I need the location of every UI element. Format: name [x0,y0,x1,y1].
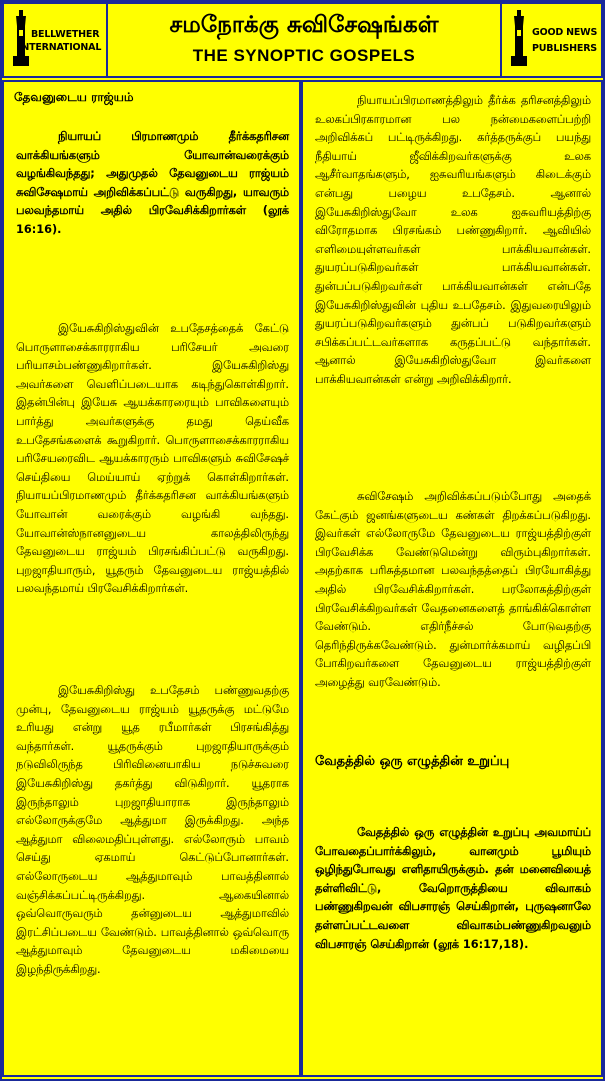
bell-tower-icon [12,10,30,66]
paragraph-text: சுவிசேஷம் அறிவிக்கப்படும்போது அதைக் கேட்கும் ஜனங்களுடைய கண்கள் திறக்கப்படுகிறது. இவர்கள் எல்லோருமே தேவனுடைய ராஜ்யத்திற்குள் பிரவேசிக்க வேண்டுமென்று விரும்புகிறார்கள். அதற்காக பரிசுத்தமான பலவந்தத்தைப் பிரயோகித்து அதில் பிரவேசிக்கிறார்கள். பரலோகத்திற்குள் பிரவேசிக்கிறவர்கள் வேதனைகளைத் தாங்கிக்கொள்ள வேண்டும். எதிர்நீச்சல் போடுவதற்கு தெரிந்திருக்கவேண்டும். துன்மார்க்கமாய் வழிதப்பி போகிறவர்களை தேவனுடைய ராஜ்யத்திற்குள் அழைத்து வரவேண்டும். [315,490,591,689]
left-column [2,80,301,1077]
paragraph [315,92,591,390]
right-column [301,80,603,1077]
section-heading: வேதத்தில் ஒரு எழுத்தின் உறுப்பு [315,754,510,769]
title-english: THE SYNOPTIC GOSPELS [192,46,416,65]
paragraph-text: இயேசுகிறிஸ்து உபதேசம் பண்ணுவதற்கு முன்பு, தேவனுடைய ராஜ்யம் யூதருக்கு மட்டுமே உரியது என்று யூத ரபீமார்கள் பிரசங்கித்து வந்தார்கள். யூதருக்கும் புறஜாதியாருக்கும் நடுவிலிருந்த பிரிவினையாகிய நடுச்சுவரை இயேசுகிறிஸ்து தகர்த்து விடுகிறார். யூதராக இருந்தாலும் புறஜாதியாராக இருந்தாலும் எல்லோருக்குமே ஆத்துமா இருக்கிறது. அந்த ஆத்துமா விலைமதிப்புள்ளது. எல்லோரும் பாவம் செய்து ஏகமாய் கெட்டுப்போனார்கள். எல்லோருடைய ஆத்துமாவும் பாவத்தினால் வஞ்சிக்கப்பட்டிருக்கிறது. ஆகையினால் ஒவ்வொருவரும் தன்னுடைய ஆத்துமாவில் இரட்சிப்படைய வேண்டும். பாவத்தினால் ஒவ்வொரு ஆத்துமாவும் தேவனுடைய மகிமையை இழந்திருக்கிறது. [16,684,289,976]
good-news-logo [500,2,603,78]
bellwether-logo [2,2,108,78]
logo-line2: PUBLISHERS [532,43,597,54]
quote-text: வேதத்தில் ஒரு எழுத்தின் உறுப்பு அவமாய்ப் போவதைப்பார்க்கிலும், வானமும் பூமியும் ஒழிந்துபோவது எளிதாயிருக்கும். தன் மனைவியைத் தள்ளிவிட்டு, வேறொருத்தியை விவாகம் பண்ணுகிறவன் விபசாரஞ் செய்கிறான், புருஷனாலே தள்ளப்பட்டவளை விவாகம்பண்ணுகிறவனும் விபசாரஞ் செய்கிறான் (லூக் 16:17,18). [315,826,591,951]
section-heading: தேவனுடைய ராஜ்யம் [14,90,134,104]
logo-line2: INTERNATIONAL [18,42,102,53]
bell-tower-icon [510,10,528,66]
title-box [106,2,502,78]
quote-text: நியாயப் பிரமாணமும் தீர்க்கதரிசன வாக்கியங்களும் யோவான்வரைக்கும் வழங்கிவந்தது; அதுமுதல் தேவனுடைய ராஜ்யம் சுவிசேஷமாய் அறிவிக்கப்பட்டு வருகிறது, யாவரும் பலவந்தமாய் அதில் பிரவேசிக்கிறார்கள் (லூக் 16:16). [16,130,289,236]
title-tamil: சமநோக்கு சுவிசேஷங்கள் [169,12,439,38]
scripture-quote [16,128,289,240]
scripture-quote [315,824,591,954]
paragraph-text: நியாயப்பிரமாணத்திலும் தீர்க்க தரிசனத்திலும் உலகப்பிரகாரமான பல நன்மைகளைப்பற்றி அறிவிக்கப் பட்டிருக்கிறது. கர்த்தருக்குப் பயந்து நீதியாய் ஜீவிக்கிறவர்களுக்கு உலக ஆசீர்வாதங்களும், ஐசுவரியங்களும் கிடைக்கும் என்பது பழைய உபதேசம். ஆனால் இயேசுகிறிஸ்துவோ உலக ஐசுவரியத்திற்கு விரோதமாக பிரசங்கம் பண்ணுகிறார். ஆவியில் எளிமையுள்ளவர்கள் பாக்கியவான்கள். துயரப்படுகிறவர்கள் பாக்கியவான்கள். துன்பப்படுகிறவர்கள் பாக்கியவான்கள் என்பதே இயேசுகிறிஸ்துவின் புதிய உபதேசம். இதுவரையிலும் துயரப்படுகிறவர்களும் துன்பப் படுகிறவர்களும் சபிக்கப்பட்டவர்களாக கருதப்பட்டு வந்தார்கள். ஆனால் இயேசுகிறிஸ்துவோ இவர்களை பாக்கியவான்கள் என்று அறிவிக்கிறார். [315,94,591,386]
paragraph [315,488,591,693]
logo-line1: BELLWETHER [31,29,100,40]
paragraph [16,320,289,599]
paragraph [16,682,289,980]
paragraph-text: இயேசுகிறிஸ்துவின் உபதேசத்தைக் கேட்டு பொருளாசைக்காரராகிய பரிசேயர் அவரை பரியாசம்பண்ணுகிறார்கள். இயேசுகிறிஸ்து அவர்களை வெளிப்படையாக கடிந்துகொள்கிறார். இதன்பின்பு இயேசு ஆயக்காரரையும் பாவிகளையும் பார்த்து அவர்களுக்கு தமது தெய்வீக உபதேசங்களைக் கூறுகிறார். பொருளாசைக்காரராகிய பரிசேயரைவிட ஆயக்காரரும் பாவிகளும் சுவிசேஷச் செய்தியை மெய்யாய் ஏற்றுக் கொள்கிறார்கள். நியாயப்பிரமாணமும் தீர்க்கதரிசன வாக்கியங்களும் யோவான் வரைக்கும் வழங்கி வந்தது. யோவான்ஸ்நானனுடைய காலத்திலிருந்து தேவனுடைய ராஜ்யம் பிரசங்கிப்பட்டு வருகிறது. புறஜாதியாரும், யூதரும் தேவனுடைய ராஜ்யத்தில் பலவந்தமாய் பிரவேசிக்கிறார்கள். [16,322,289,596]
logo-line1: GOOD NEWS [532,27,598,38]
header [2,2,603,78]
